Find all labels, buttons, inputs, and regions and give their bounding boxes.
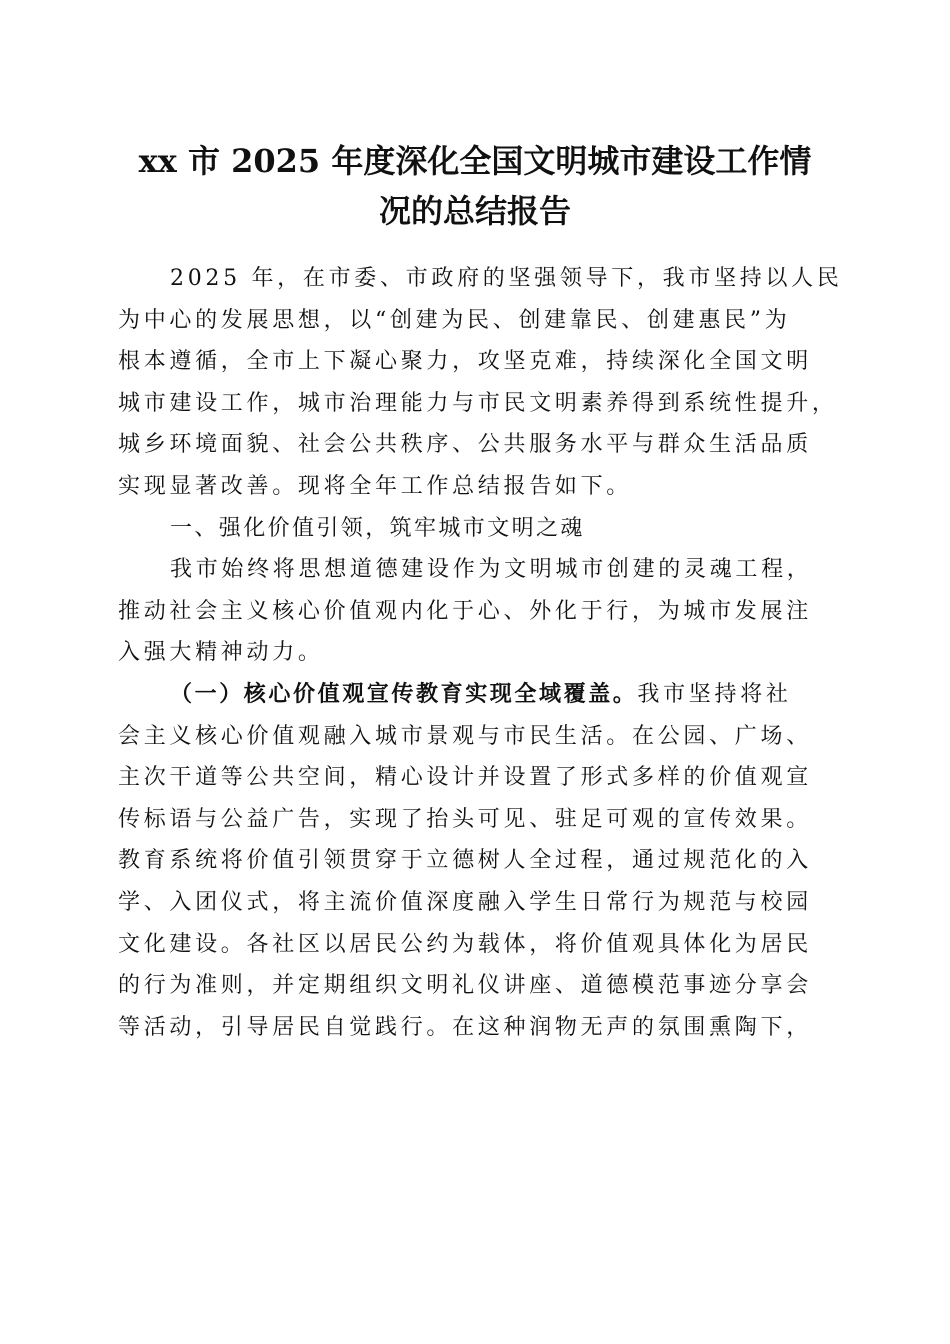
paragraph-line: 城市建设工作，城市治理能力与市民文明素养得到系统性提升， bbox=[118, 390, 838, 416]
intro-paragraph bbox=[118, 258, 843, 508]
paragraph-line: 等活动，引导居民自觉践行。在这种润物无声的氛围熏陶下， bbox=[118, 1014, 812, 1040]
document-title bbox=[118, 136, 832, 236]
paragraph-line bbox=[118, 674, 832, 716]
subsection1-paragraph bbox=[118, 674, 832, 1048]
paragraph-line: 教育系统将价值引领贯穿于立德树人全过程，通过规范化的入 bbox=[118, 848, 812, 874]
section1-paragraph bbox=[118, 549, 832, 674]
paragraph-line: 传标语与公益广告，实现了抬头可见、驻足可观的宣传效果。 bbox=[118, 806, 812, 832]
paragraph-text: 我市坚持将社 bbox=[637, 681, 792, 707]
paragraph-line: 为中心的发展思想，以“创建为民、创建靠民、创建惠民”为 bbox=[118, 307, 791, 333]
document-body bbox=[118, 258, 843, 1048]
paragraph-line: 会主义核心价值观融入城市景观与市民生活。在公园、广场、 bbox=[118, 723, 812, 749]
section-heading: 一、强化价值引领，筑牢城市文明之魂 bbox=[170, 515, 585, 541]
paragraph-line: 根本遵循，全市上下凝心聚力，攻坚克难，持续深化全国文明 bbox=[118, 349, 812, 375]
paragraph-line: 学、入团仪式，将主流价值深度融入学生日常行为规范与校园 bbox=[118, 889, 812, 915]
paragraph-line: 文化建设。各社区以居民公约为载体，将价值观具体化为居民 bbox=[118, 931, 812, 957]
title-line: xx 市 2025 年度深化全国文明城市建设工作情 bbox=[138, 142, 812, 180]
subsection-heading: （一）核心价值观宣传教育实现全域覆盖。 bbox=[170, 680, 638, 707]
paragraph-line: 主次干道等公共空间，精心设计并设置了形式多样的价值观宣 bbox=[118, 765, 812, 791]
paragraph-line: 2025 年，在市委、市政府的坚强领导下，我市坚持以人民 bbox=[170, 266, 843, 291]
title-line: 况的总结报告 bbox=[378, 192, 571, 230]
paragraph-line: 我市始终将思想道德建设作为文明城市创建的灵魂工程， bbox=[170, 557, 813, 583]
paragraph-line: 实现显著改善。现将全年工作总结报告如下。 bbox=[118, 473, 633, 499]
paragraph-line: 的行为准则，并定期组织文明礼仪讲座、道德模范事迹分享会 bbox=[118, 973, 812, 999]
paragraph-line: 入强大精神动力。 bbox=[118, 640, 324, 666]
paragraph-line: 推动社会主义核心价值观内化于心、外化于行，为城市发展注 bbox=[118, 598, 812, 624]
paragraph-line: 城乡环境面貌、社会公共秩序、公共服务水平与群众生活品质 bbox=[118, 432, 812, 458]
